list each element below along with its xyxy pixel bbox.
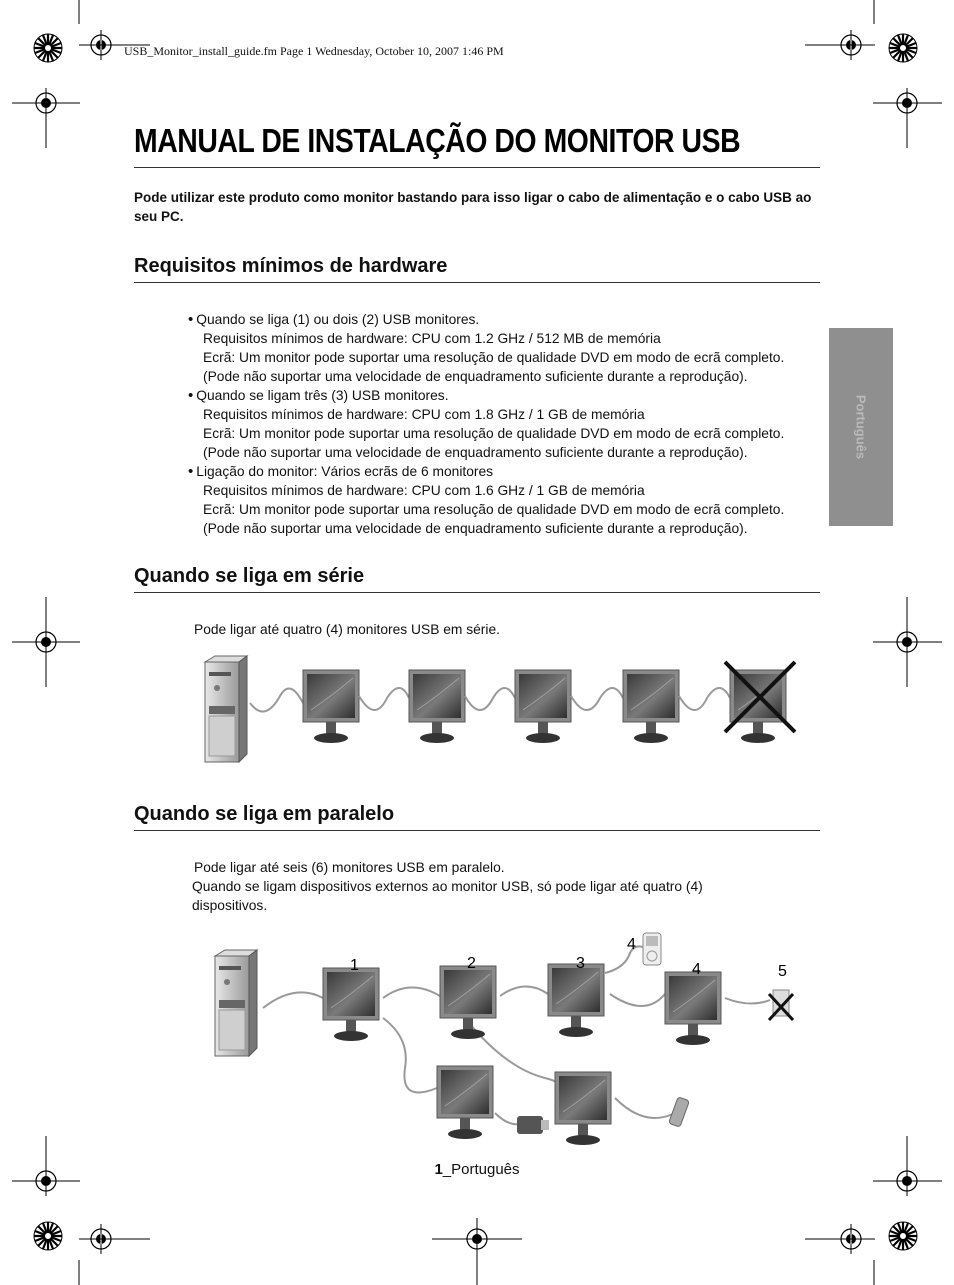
- list-item: Requisitos mínimos de hardware: CPU com 1.2 GHz / 512 MB de memória: [203, 331, 661, 346]
- page-title: MANUAL DE INSTALAÇÃO DO MONITOR USB: [134, 122, 741, 159]
- page-footer: [0, 1161, 954, 1178]
- side-language-label: Português: [853, 394, 869, 460]
- figure-label-5: 5: [778, 963, 787, 980]
- parallel-divider: [134, 830, 820, 831]
- hardware-divider: [134, 282, 820, 283]
- list-item: (Pode não suportar uma velocidade de enquadramento suficiente durante a reprodução).: [203, 521, 748, 536]
- hardware-requirements-list: [188, 310, 784, 538]
- list-item: Ecrã: Um monitor pode suportar uma resolução de qualidade DVD em modo de ecrã completo.: [203, 426, 785, 441]
- figure-label-2: 2: [467, 955, 476, 972]
- serial-connection-figure: [195, 648, 815, 768]
- list-item: Ecrã: Um monitor pode suportar uma resolução de qualidade DVD em modo de ecrã completo.: [203, 350, 785, 365]
- list-item: (Pode não suportar uma velocidade de enquadramento suficiente durante a reprodução).: [203, 369, 748, 384]
- heading-serial: Quando se liga em série: [134, 565, 365, 587]
- list-item: • Ligação do monitor: Vários ecrãs de 6 monitores: [188, 462, 784, 481]
- page-number: 1: [434, 1161, 443, 1178]
- serial-text: Pode ligar até quatro (4) monitores USB em série.: [194, 622, 500, 637]
- side-language-tab: [829, 328, 893, 526]
- list-item: (Pode não suportar uma velocidade de enquadramento suficiente durante a reprodução).: [203, 445, 748, 460]
- parallel-connection-figure: [205, 928, 805, 1148]
- title-divider: [134, 167, 820, 168]
- footer-label: _Português: [442, 1161, 520, 1178]
- serial-divider: [134, 592, 820, 593]
- figure-label-4a: 4: [627, 936, 636, 953]
- parallel-text-1: Pode ligar até seis (6) monitores USB em paralelo.: [194, 860, 505, 875]
- parallel-text-2: Quando se ligam dispositivos externos ao monitor USB, só pode ligar até quatro (4): [192, 879, 703, 894]
- list-item: Ecrã: Um monitor pode suportar uma resolução de qualidade DVD em modo de ecrã completo.: [203, 502, 785, 517]
- parallel-text-3: dispositivos.: [192, 898, 268, 913]
- heading-hardware: Requisitos mínimos de hardware: [134, 255, 448, 277]
- heading-parallel: Quando se liga em paralelo: [134, 803, 395, 825]
- intro-text: Pode utilizar este produto como monitor bastando para isso ligar o cabo de alimentação e o cabo USB ao seu PC.: [134, 190, 812, 224]
- figure-label-3: 3: [576, 955, 585, 972]
- header-file-info: USB_Monitor_install_guide.fm Page 1 Wednesday, October 10, 2007 1:46 PM: [124, 44, 504, 58]
- list-item: Requisitos mínimos de hardware: CPU com 1.8 GHz / 1 GB de memória: [203, 407, 645, 422]
- list-item: • Quando se ligam três (3) USB monitores.: [188, 386, 784, 405]
- list-item: • Quando se liga (1) ou dois (2) USB monitores.: [188, 310, 784, 329]
- list-item: Requisitos mínimos de hardware: CPU com 1.6 GHz / 1 GB de memória: [203, 483, 645, 498]
- figure-label-4b: 4: [692, 961, 701, 978]
- figure-label-1: 1: [350, 957, 359, 974]
